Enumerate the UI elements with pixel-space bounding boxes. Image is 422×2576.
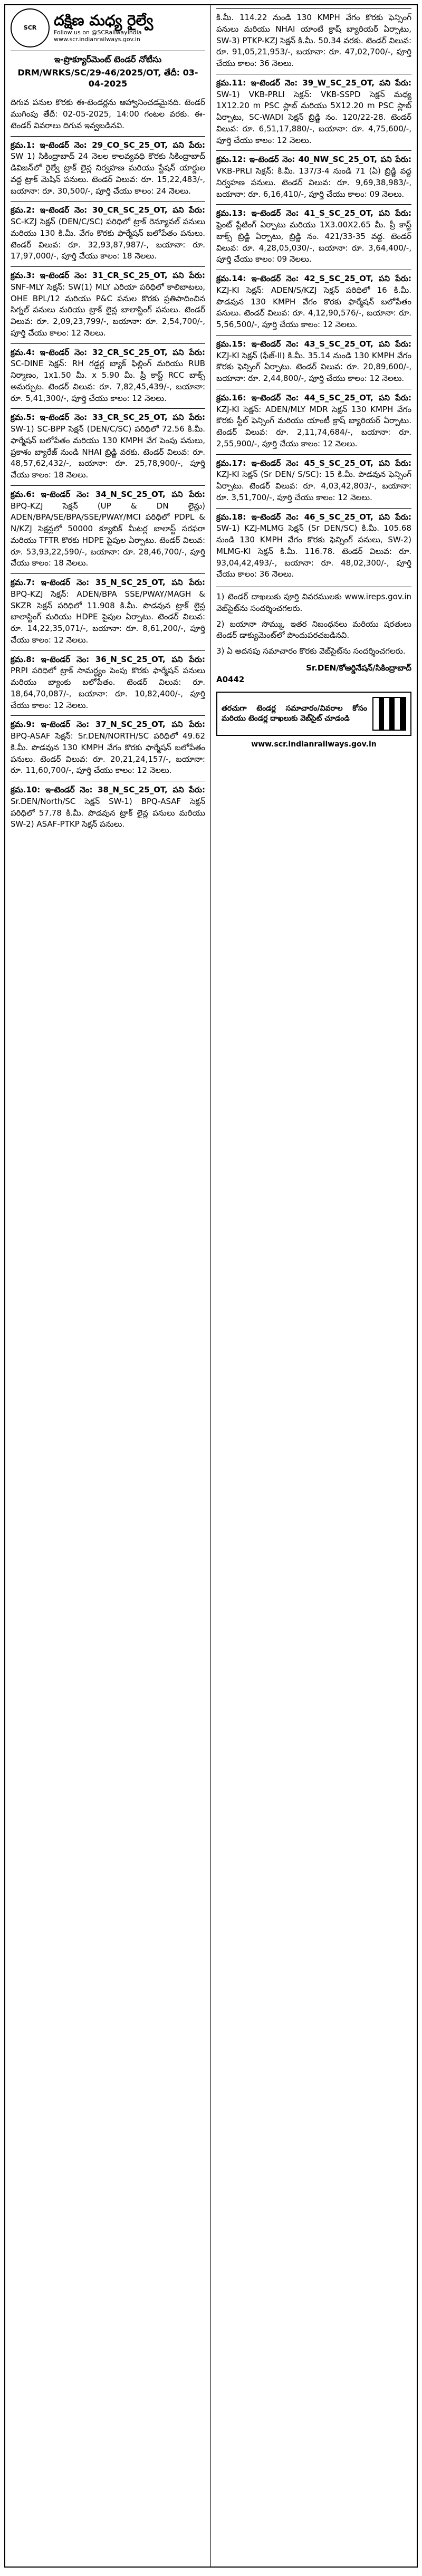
tender-item-text bbox=[11, 140, 205, 197]
tender-item bbox=[11, 408, 205, 485]
tender-item bbox=[216, 454, 411, 508]
right-column bbox=[211, 5, 417, 2567]
tender-item bbox=[216, 270, 411, 335]
tender-item-body: KZJ-KI సెక్షన్ (ఫేజ్-II) కి.మీ. 35.14 నుండి 130 KMPH వేగం కొరకు ఫెన్సింగ్ ఏర్పాటు. టెండర్ విలువ: రూ. 20,89,600/-, బయానా: రూ. 2,44,800/-, పూర్తి చేయు కాలం: 12 నెలలు. bbox=[216, 350, 411, 383]
tender-item-text bbox=[216, 392, 411, 450]
tender-item-body: BPQ-KZJ సెక్షన్ (UP & DN లైన్లు) ADEN/BPA/SE/BPA/SSE/PWAY/MCI పరిధిలో PDPL & N/KZJ సెక్షన్లలో 50000 క్యూబిక్ మీటర్ల బాలాస్ట్ సరఫరా మరియు TFTR కొరకు HDPE పైపుల ఏర్పాటు. టెండర్ విలువ: రూ. 53,93,22,590/-, బయానా: రూ. 28,46,700/-, పూర్తి చేయు కాలం: 18 నెలలు. bbox=[11, 501, 205, 568]
tender-item bbox=[216, 8, 411, 74]
notice-number: DRM/WRKS/SC/29-46/2025/OT, తేదీ: 03-04-2025 bbox=[17, 67, 198, 89]
tender-item bbox=[11, 573, 205, 650]
tender-item-label: క్రమ.10: ఇ-టెండర్ నెం: 38_N_SC_25_OT, పని పేరు: bbox=[11, 785, 205, 795]
tender-item-text bbox=[216, 78, 411, 147]
tender-item-label: క్రమ.4: ఇ-టెండర్ నెం: 32_CR_SC_25_OT, పని పేరు: bbox=[11, 347, 205, 357]
tender-item-body: PRPI పరిధిలో ట్రాక్ సామర్థ్యం పెంపు కొరకు ఫార్మేషన్ పనులు మరియు బ్యాంకు బలోపేతం. టెండర్ విలువ: రూ. 18,64,70,087/-, బయానా: రూ. 10,82,400/-, పూర్తి చేయు కాలం: 12 నెలలు. bbox=[11, 666, 205, 710]
tender-item-label: క్రమ.14: ఇ-టెండర్ నెం: 42_S_SC_25_OT, పని పేరు: bbox=[216, 274, 411, 283]
tender-item-text bbox=[216, 208, 411, 265]
tender-item bbox=[11, 781, 205, 835]
tender-item-text bbox=[11, 719, 205, 777]
tender-item-body: ఫ్రెంట్ ప్లేటింగ్ ఏర్పాటు మరియు 1X3.00X2.65 మీ. ప్రీ కాస్ట్ బాక్స్ బ్రిడ్జి ఏర్పాటు, బ్రిడ్జి నం. 421/33-35 వద్ద. టెండర్ విలువ: రూ. 4,28,05,030/-, బయానా: రూ. 3,64,400/-, పూర్తి చేయు కాలం: 09 నెలలు. bbox=[216, 220, 411, 264]
tender-item-label: క్రమ.2: ఇ-టెండర్ నెం: 30_CR_SC_25_OT, పని పేరు: bbox=[11, 205, 205, 215]
tender-item-label: క్రమ.6: ఇ-టెండర్ నెం: 34_N_SC_25_OT, పని పేరు: bbox=[11, 489, 205, 499]
tender-item-label: క్రమ.8: ఇ-టెండర్ నెం: 36_N_SC_25_OT, పని పేరు: bbox=[11, 654, 205, 664]
tender-item bbox=[11, 266, 205, 343]
tender-item-text bbox=[11, 270, 205, 339]
tender-item bbox=[216, 204, 411, 270]
tender-item-body: SNF-MLY సెక్షన్: SW(1) MLY ఎరియా పరిధిలో కాలిబాటలు, OHE BPL/12 మరియు P&C పనుల కొరకు ప్రతిపాదించిన సిగ్నల్ పనులు మరియు ట్రాక్ లైన్ల బాలాస్టింగ్ పనులు. టెండర్ విలువ: రూ. 2,09,23,799/-, బయానా: రూ. 2,54,700/-, పూర్తి చేయు కాలం: 12 నెలలు. bbox=[11, 282, 205, 338]
columns bbox=[5, 5, 417, 2567]
tender-item-text bbox=[216, 154, 411, 200]
tender-item-label: క్రమ.18: ఇ-టెండర్ నెం: 46_S_SC_25_OT, పని పేరు: bbox=[216, 512, 411, 522]
footer-url[interactable]: www.scr.indianrailways.gov.in bbox=[251, 740, 377, 749]
footer-note-1: 1) టెండర్ దాఖలుకు పూర్తి వివరములకు www.ireps.gov.in వెబ్‌సైట్‌ను సందర్శించగలరు. bbox=[216, 592, 411, 613]
tender-item-text bbox=[11, 577, 205, 646]
tender-item-label: క్రమ.12: ఇ-టెండర్ నెం: 40_NW_SC_25_OT, పని పేరు: bbox=[216, 155, 411, 165]
tender-item-label: క్రమ.7: ఇ-టెండర్ నెం: 35_N_SC_25_OT, పని పేరు: bbox=[11, 578, 205, 588]
railway-logo-icon bbox=[11, 8, 50, 47]
tender-item bbox=[11, 650, 205, 716]
tender-item-text bbox=[216, 339, 411, 385]
follow-us-text: Follow us on @SCRailwayIndia bbox=[54, 29, 142, 36]
bottom-banner bbox=[216, 692, 411, 736]
tender-item-body: SW-1) VKB-PRLI సెక్షన్: VKB-SSPD సెక్షన్ మధ్య 1X12.20 m PSC స్లాబ్ మరియు 5X12.20 m PSC స్లాబ్ ఏర్పాటు, SC-WADI సెక్షన్ బ్రిడ్జి నం. 120/22-28. టెండర్ విలువ: రూ. 6,51,17,880/-, బయానా: రూ. 4,75,600/-, పూర్తి చేయు కాలం: 12 నెలలు. bbox=[216, 89, 411, 145]
logo-text: SCR bbox=[23, 24, 37, 32]
tender-item bbox=[216, 389, 411, 454]
tender-item-body: KZJ-KI సెక్షన్: ADEN/MLY MDR సెక్షన్ 130 KMPH వేగం కొరకు స్టీల్ ఫెన్సింగ్ మరియు యాంటీ క్రాష్ బ్యారియర్ ఏర్పాటు. టెండర్ విలువ: రూ. 2,11,74,684/-, బయానా: రూ. 2,55,900/-, పూర్తి చేయు కాలం: 12 నెలలు. bbox=[216, 404, 411, 448]
tender-item bbox=[216, 508, 411, 585]
tender-item-text bbox=[11, 412, 205, 481]
bottom-message: తరచుగా టెండర్ల సమాచారం/వివరాల కోసం మరియు టెండర్ల దాఖలుకు వెబ్‌సైట్ చూడండి bbox=[222, 704, 367, 723]
tender-item-body: KZJ-KI సెక్షన్ (Sr DEN/ S/SC): 15 కి.మీ. పొడవున ఫెన్సింగ్ ఏర్పాటు. టెండర్ విలువ: రూ. 4,03,42,803/-, బయానా: రూ. 3,51,700/-, పూర్తి చేయు కాలం: 12 నెలలు. bbox=[216, 470, 411, 502]
footer-notes bbox=[216, 587, 411, 657]
tender-item bbox=[11, 136, 205, 202]
tender-item-text bbox=[11, 654, 205, 712]
tender-item-label: క్రమ.11: ఇ-టెండర్ నెం: 39_W_SC_25_OT, పని పేరు: bbox=[216, 78, 411, 88]
tender-item bbox=[11, 715, 205, 781]
tender-item-body: SW-1) KZJ-MLMG సెక్షన్ (Sr DEN/SC) కి.మీ. 105.68 నుండి 130 KMPH వేగం కొరకు ఫెన్సింగ్ పనులు, SW-2) MLMG-KI సెక్షన్ కి.మీ. 116.78. టెండర్ విలువ: రూ. 93,04,42,493/-, బయానా: రూ. 48,02,300/-, పూర్తి చేయు కాలం: 36 నెలలు. bbox=[216, 523, 411, 579]
notice-label: ఇ-ప్రొక్యూర్‌మెంట్ టెండర్ నోటీసు bbox=[54, 54, 162, 64]
tender-item-label: క్రమ.15: ఇ-టెండర్ నెం: 43_S_SC_25_OT, పని పేరు: bbox=[216, 339, 411, 349]
tender-item-body: Sr.DEN/North/SC సెక్షన్ SW-1) BPQ-ASAF సెక్షన్ పరిధిలో 57.78 కి.మీ. పొడవున ట్రాక్ లైన్ల పనులు మరియు SW-2) ASAF-PTKP సెక్షన్ పనులు. bbox=[11, 796, 205, 829]
tender-item-body: BPQ-KZJ సెక్షన్: ADEN/BPA SSE/PWAY/MAGH & SKZR సెక్షన్ పరిధిలో 11.908 కి.మీ. పొడవున ట్రాక్ లైన్ల బాలాస్టింగ్ మరియు HDPE పైపుల ఏర్పాటు. టెండర్ విలువ: రూ. 14,22,35,071/-, బయానా: రూ. 8,61,200/-, పూర్తి చేయు కాలం: 12 నెలలు. bbox=[11, 589, 205, 645]
tender-item bbox=[11, 485, 205, 573]
ad-code: A0442 bbox=[216, 674, 245, 684]
tender-item-label: క్రమ.1: ఇ-టెండర్ నెం: 29_CO_SC_25_OT, పని పేరు: bbox=[11, 140, 205, 150]
tender-item-label: క్రమ.13: ఇ-టెండర్ నెం: 41_S_SC_25_OT, పని పేరు: bbox=[216, 208, 411, 218]
organization-title: దక్షిణ మధ్య రైల్వే bbox=[54, 12, 154, 30]
tender-item-text bbox=[216, 512, 411, 581]
tender-item bbox=[216, 335, 411, 389]
tender-item bbox=[216, 74, 411, 151]
tender-item bbox=[11, 343, 205, 409]
tender-item-text bbox=[216, 273, 411, 331]
tender-item-body: KZJ-KI సెక్షన్: ADEN/S/KZJ సెక్షన్ పరిధిలో 16 కి.మీ. పొడవున 130 KMPH వేగం కొరకు ఫార్మేషన్ బలోపేతం పనులు. టెండర్ విలువ: రూ. 4,12,90,576/-, బయానా: రూ. 5,56,500/-, పూర్తి చేయు కాలం: 12 నెలలు. bbox=[216, 285, 411, 329]
tender-item-body: BPQ-ASAF సెక్షన్: Sr.DEN/NORTH/SC పరిధిలో 49.62 కి.మీ. పొడవున 130 KMPH వేగం కొరకు ఫార్మేషన్ బలోపేతం పనులు. టెండర్ విలువ: రూ. 20,21,24,157/-, బయానా: రూ. 11,60,700/-, పూర్తి చేయు కాలం: 12 నెలలు. bbox=[11, 731, 205, 775]
tender-item-text bbox=[216, 458, 411, 504]
tender-item-label: క్రమ.5: ఇ-టెండర్ నెం: 33_CR_SC_25_OT, పని పేరు: bbox=[11, 413, 205, 423]
tender-item-body: SC-DINE సెక్షన్: RH గడ్డర్ల బ్యాక్ ఫిల్లింగ్ మరియు RUB నిర్మాణం, 1x1.50 మీ. x 5.90 మీ. ప్రీ కాస్ట్ RCC బాక్స్ అమర్చుట. టెండర్ విలువ: రూ. 7,82,45,439/-, బయానా: రూ. 5,41,300/-, పూర్తి చేయు కాలం: 12 నెలలు. bbox=[11, 359, 205, 403]
qr-code-icon bbox=[372, 697, 406, 731]
notice-header bbox=[11, 8, 205, 51]
tender-item-text bbox=[11, 489, 205, 569]
tender-item-label: క్రమ.16: ఇ-టెండర్ నెం: 44_S_SC_25_OT, పని పేరు: bbox=[216, 392, 411, 403]
tender-item bbox=[11, 201, 205, 266]
right-tender-list bbox=[216, 8, 411, 585]
tender-item-text bbox=[216, 12, 411, 70]
tender-item-label: క్రమ.17: ఇ-టెండర్ నెం: 45_S_SC_25_OT, పని పేరు: bbox=[216, 458, 411, 468]
footer-note-3: 3) ఏ అదనపు సమాచారం కొరకు వెబ్‌సైట్‌ను సందర్శించగలరు. bbox=[216, 646, 406, 656]
tender-notice-page bbox=[4, 4, 418, 2568]
tender-item-body: VKB-PRLI సెక్షన్: కి.మీ. 137/3-4 నుండి 71 (ఏ) బ్రిడ్జి వద్ద నిర్వహణ పనులు. టెండర్ విలువ: రూ. 9,69,38,983/-, బయానా: రూ. 6,16,410/-, పూర్తి చేయు కాలం: 09 నెలలు. bbox=[216, 166, 411, 199]
website-link[interactable]: www.scr.indianrailways.gov.in bbox=[54, 36, 140, 43]
left-tender-list bbox=[11, 136, 205, 835]
tender-item-text bbox=[11, 347, 205, 405]
tender-item bbox=[216, 150, 411, 204]
tender-item-body: SC-KZJ సెక్షన్ (DEN/C/SC) పరిధిలో ట్రాక్ రెన్యూవల్ పనులు మరియు 130 కి.మీ. వేగం కొరకు ఫార్మేషన్ బలోపేతం పనులు. టెండర్ విలువ: రూ. 32,93,87,987/-, బయానా: రూ. 17,97,000/-, పూర్తి చేయు కాలం: 18 నెలలు. bbox=[11, 217, 205, 261]
tender-item-body: కి.మీ. 114.22 నుండి 130 KMPH వేగం కొరకు ఫెన్సింగ్ పనులు మరియు NHAI యాంటీ క్రాష్ బ్యారియర్ ఏర్పాటు, SW-3) PTKP-KZJ సెక్షన్ కి.మీ. 50.34 వరకు. టెండర్ విలువ: రూ. 91,05,21,953/-, బయానా: రూ. 47,02,700/-, పూర్తి చేయు కాలం: 36 నెలలు. bbox=[216, 13, 411, 68]
tender-item-body: SW 1) సికింద్రాబాద్ 24 నెలల కాలవ్యవధి కొరకు సికింద్రాబాద్ డివిజన్‌లో రైల్వే ట్రాక్ లైన్ల నిర్వహణ మరియు స్టేషన్ యార్డుల వద్ద ట్రాక్ మెషిన్ పనులు. టెండర్ విలువ: రూ. 15,22,483/-, బయానా: రూ. 30,500/-, పూర్తి చేయు కాలం: 24 నెలలు. bbox=[11, 151, 205, 196]
header-text bbox=[54, 13, 205, 43]
tender-item-body: SW-1) SC-BPP సెక్షన్ (DEN/C/SC) పరిధిలో 72.56 కి.మీ. ఫార్మేషన్ బలోపేతం మరియు 130 KMPH వేగ పెంపు పనులు, ప్రకాశం బ్యారేజ్ నుండి NHAI బ్రిడ్జి వరకు. టెండర్ విలువ: రూ. 48,57,62,432/-, బయానా: రూ. 25,78,900/-, పూర్తి చేయు కాలం: 18 నెలలు. bbox=[11, 424, 205, 480]
signature: Sr.DEN/కోఆర్డినేషన్/సికింద్రాబాద్ bbox=[306, 663, 411, 673]
intro-text: దిగువ పనుల కొరకు ఈ-టెండర్లను ఆహ్వానించడమైనది. టెండర్ ముగింపు తేదీ: 02-05-2025, 14:00 గంటల వరకు. ఈ-టెండర్ వివరాలు దిగువ ఇవ్వబడినవి. bbox=[11, 98, 205, 130]
tender-item-text bbox=[11, 205, 205, 262]
tender-item-label: క్రమ.9: ఇ-టెండర్ నెం: 37_N_SC_25_OT, పని పేరు: bbox=[11, 720, 205, 730]
tender-item-label: క్రమ.3: ఇ-టెండర్ నెం: 31_CR_SC_25_OT, పని పేరు: bbox=[11, 271, 205, 281]
left-column bbox=[5, 5, 211, 2567]
tender-item-text bbox=[11, 784, 205, 830]
footer-note-2: 2) బయానా సొమ్ము, ఇతర నిబంధనలు మరియు షరతులు టెండర్ డాక్యుమెంట్‌లో పొందుపరచబడినవి. bbox=[216, 619, 411, 640]
